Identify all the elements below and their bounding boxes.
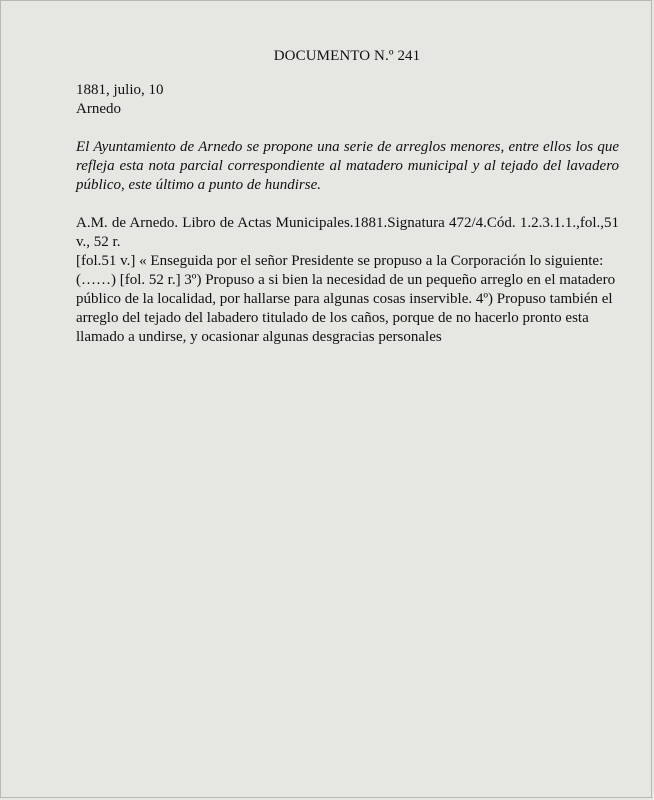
document-place: Arnedo: [76, 101, 121, 117]
document-transcription: [fol.51 v.] « Enseguida por el señor Presidente se propuso a la Corporación lo siguiente: (……) [fol. 52 r.] 3º) Propuso a si bien la necesidad de un pequeño arreglo en el matadero público de la localidad, por hallarse para algunas cosas inservible. 4º) Propuso también el arreglo del tejado del labadero titulado de los caños, porque de no hacerlo pronto esta llamado a undirse, y ocasionar algunas desgracias personales: [76, 253, 616, 345]
document-date: 1881, julio, 10: [76, 82, 164, 98]
document-body: [76, 81, 619, 347]
document-title: DOCUMENTO N.º 241: [273, 48, 421, 64]
document-summary: El Ayuntamiento de Arnedo se propone una serie de arreglos menores, entre ellos los que refleja esta nota parcial correspondiente al matadero municipal y al tejado del lavadero público, este último a punto de hundirse.: [76, 139, 619, 193]
archive-reference: A.M. de Arnedo. Libro de Actas Municipales.1881.Signatura 472/4.Cód. 1.2.3.1.1.,fol.,51 v., 52 r.: [76, 215, 619, 250]
